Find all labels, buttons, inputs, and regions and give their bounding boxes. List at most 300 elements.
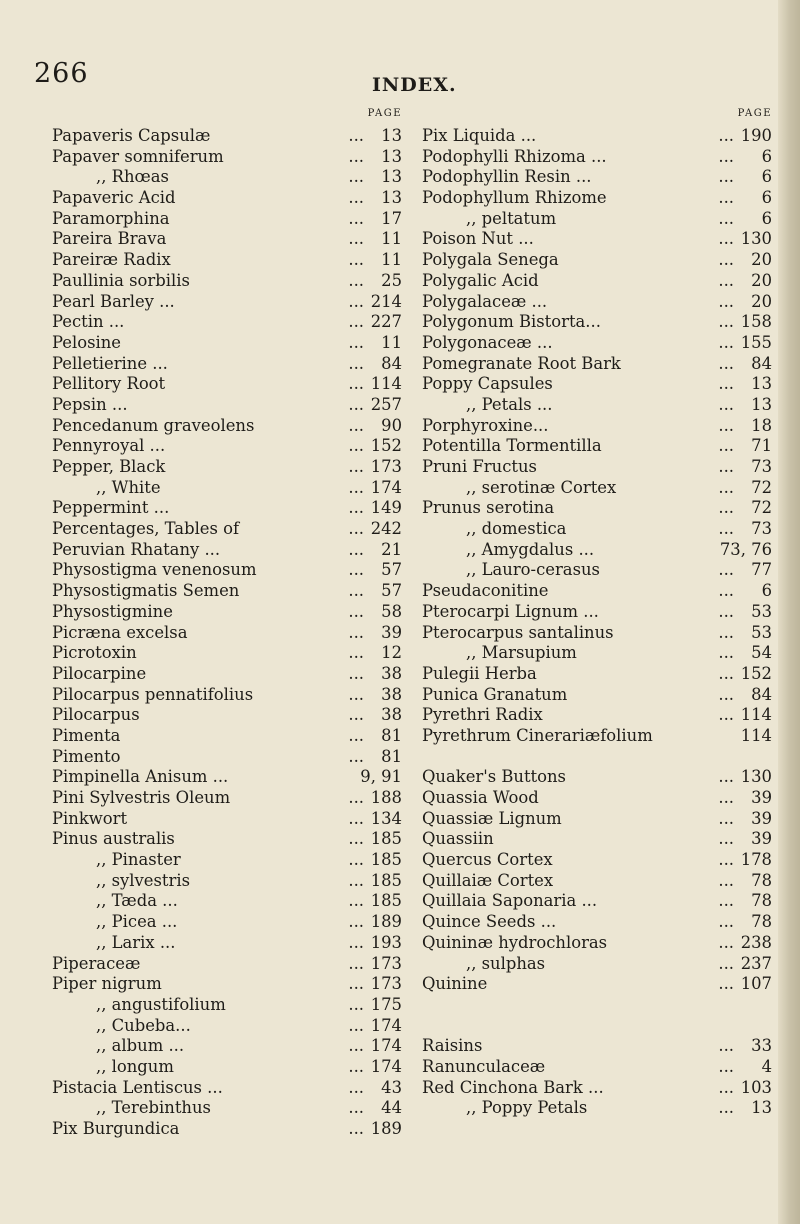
index-term: ,, Tæda ... (96, 891, 178, 911)
page-reference: 25 (381, 270, 402, 290)
section-gap (422, 1016, 774, 1037)
page-reference: 6 (761, 581, 772, 601)
leader-dots: ... (348, 332, 364, 352)
page-reference: 103 (740, 1077, 772, 1097)
index-entry (52, 292, 404, 313)
index-term: Raisins (422, 1036, 483, 1056)
index-term: Quince Seeds ... (422, 912, 557, 932)
index-term: Pimento (52, 746, 121, 766)
leader-dots: ... (718, 291, 734, 311)
index-term: ,, Cubeba... (96, 1015, 191, 1035)
page-reference: 12 (381, 643, 402, 663)
index-entry (52, 974, 404, 995)
leader-dots: ... (348, 891, 364, 911)
index-entry (52, 705, 404, 726)
leader-dots: ... (348, 746, 364, 766)
index-term: ,, longum (96, 1056, 174, 1076)
leader-dots: ... (348, 622, 364, 642)
leader-dots: ... (718, 415, 734, 435)
leader-dots: ... (718, 353, 734, 373)
page-reference: 6 (761, 167, 772, 187)
page-reference: 81 (381, 746, 402, 766)
index-term: ,, Poppy Petals (466, 1098, 588, 1118)
leader-dots: ... (718, 126, 734, 145)
leader-dots: ... (348, 539, 364, 559)
index-entry (52, 457, 404, 478)
index-entry (52, 312, 404, 333)
index-entry (422, 1036, 774, 1057)
leader-dots: ... (348, 1098, 364, 1118)
index-term: Polygalic Acid (422, 270, 539, 290)
index-entry (422, 974, 774, 995)
index-term: Quassiæ Lignum (422, 808, 562, 828)
page-reference: 21 (381, 539, 402, 559)
leader-dots: ... (348, 312, 364, 332)
leader-dots: ... (718, 229, 734, 249)
index-entry (422, 767, 774, 788)
leader-dots: ... (348, 1077, 364, 1097)
index-entry (422, 954, 774, 975)
leader-dots: ... (718, 270, 734, 290)
index-term: Piperaceæ (52, 953, 141, 973)
leader-dots: ... (348, 912, 364, 932)
index-entry (52, 333, 404, 354)
page-reference: 13 (381, 167, 402, 187)
index-entry (422, 1098, 774, 1119)
index-term: Pistacia Lentiscus ... (52, 1077, 223, 1097)
page-reference: 158 (740, 312, 772, 332)
index-term: Peppermint ... (52, 498, 170, 518)
leader-dots: ... (348, 208, 364, 228)
index-column-right (422, 108, 774, 1119)
index-term: Physostigmine (52, 601, 173, 621)
index-term: Poppy Capsules (422, 374, 553, 394)
index-entry (52, 436, 404, 457)
leader-dots: ... (348, 829, 364, 849)
index-term: Podophylli Rhizoma ... (422, 146, 607, 166)
index-entry (422, 436, 774, 457)
leader-dots: ... (718, 581, 734, 601)
page-reference: 4 (761, 1056, 772, 1076)
index-term: Red Cinchona Bark ... (422, 1077, 604, 1097)
index-entry (422, 829, 774, 850)
index-term: Pectin ... (52, 312, 125, 332)
index-term: Porphyroxine... (422, 415, 549, 435)
index-term: Quillaia Saponaria ... (422, 891, 598, 911)
leader-dots: ... (348, 477, 364, 497)
index-term: ,, angustifolium (96, 994, 226, 1014)
page-reference: 38 (381, 663, 402, 683)
index-term: Pareira Brava (52, 229, 167, 249)
index-entry (422, 167, 774, 188)
index-term: Polygalaceæ ... (422, 291, 548, 311)
page-reference: 114 (740, 725, 772, 745)
leader-dots: ... (718, 1036, 734, 1056)
leader-dots: ... (348, 291, 364, 311)
index-entry (52, 354, 404, 375)
page-reference: 237 (740, 953, 772, 973)
index-term: Pepsin ... (52, 394, 128, 414)
leader-dots: ... (348, 601, 364, 621)
leader-dots: ... (718, 477, 734, 497)
index-term: Pareiræ Radix (52, 250, 171, 270)
leader-dots: ... (718, 457, 734, 476)
index-entry (52, 1078, 404, 1099)
index-entry (52, 685, 404, 706)
index-entry (52, 747, 404, 768)
index-entry (52, 374, 404, 395)
index-entry (52, 933, 404, 954)
page-reference: 174 (370, 1015, 402, 1035)
leader-dots: ... (718, 829, 734, 849)
index-entry (52, 664, 404, 685)
leader-dots: ... (348, 643, 364, 663)
entry-list (52, 126, 404, 1140)
page-reference: 57 (381, 581, 402, 601)
leader-dots: ... (348, 870, 364, 890)
leader-dots: ... (718, 519, 734, 539)
leader-dots: ... (718, 394, 734, 414)
index-entry (52, 271, 404, 292)
page-reference: 39 (751, 808, 772, 828)
index-term: Quillaiæ Cortex (422, 870, 554, 890)
index-entry (52, 954, 404, 975)
index-entry (52, 726, 404, 747)
index-term: Paullinia sorbilis (52, 270, 190, 290)
page-reference: 73 (751, 457, 772, 476)
index-term: Pseudaconitine (422, 581, 549, 601)
page-reference: 193 (370, 932, 402, 952)
leader-dots: ... (348, 808, 364, 828)
index-entry (422, 271, 774, 292)
index-entry (52, 1057, 404, 1078)
leader-dots: ... (348, 974, 364, 994)
index-entry (52, 395, 404, 416)
running-head: INDEX. (372, 74, 457, 96)
index-entry (52, 891, 404, 912)
index-term: ,, album ... (96, 1036, 185, 1056)
leader-dots: ... (718, 1098, 734, 1118)
page-reference: 190 (740, 126, 772, 145)
page-reference: 38 (381, 705, 402, 725)
index-entry (422, 188, 774, 209)
leader-dots: ... (718, 312, 734, 332)
leader-dots: ... (348, 353, 364, 373)
leader-dots: ... (718, 705, 734, 725)
page-reference: 13 (381, 146, 402, 166)
index-term: Pepper, Black (52, 457, 166, 476)
page-reference: 173 (370, 953, 402, 973)
page-reference: 72 (751, 498, 772, 518)
index-column-left (52, 108, 404, 1140)
leader-dots: ... (718, 560, 734, 580)
leader-dots: ... (348, 229, 364, 249)
page-reference: 13 (751, 1098, 772, 1118)
index-entry (52, 519, 404, 540)
index-term: Quaker's Buttons (422, 767, 566, 787)
index-term: ,, Picea ... (96, 912, 178, 932)
page-reference: 185 (370, 870, 402, 890)
page-reference: 72 (751, 477, 772, 497)
page-reference: 152 (740, 663, 772, 683)
page-reference: 9, 91 (360, 767, 402, 787)
page-reference: 114 (740, 705, 772, 725)
page-reference: 214 (370, 291, 402, 311)
index-entry (422, 871, 774, 892)
index-term: ,, White (96, 477, 161, 497)
index-entry (422, 560, 774, 581)
page-reference: 18 (751, 415, 772, 435)
index-term: Percentages, Tables of (52, 519, 240, 539)
index-term: ,, Petals ... (466, 394, 553, 414)
page-reference: 53 (751, 622, 772, 642)
page-reference: 71 (751, 436, 772, 456)
index-entry (422, 229, 774, 250)
leader-dots: ... (718, 850, 734, 870)
index-entry (52, 498, 404, 519)
index-entry (52, 250, 404, 271)
index-term: Physostigmatis Semen (52, 581, 240, 601)
page-column-label: PAGE (737, 108, 772, 119)
index-entry (52, 829, 404, 850)
page-reference: 81 (381, 725, 402, 745)
index-term: Quercus Cortex (422, 850, 553, 870)
leader-dots: ... (718, 663, 734, 683)
index-entry (52, 871, 404, 892)
page-reference: 17 (381, 208, 402, 228)
index-term: Pix Burgundica (52, 1119, 180, 1138)
index-entry (52, 995, 404, 1016)
page-reference: 238 (740, 932, 772, 952)
leader-dots: ... (348, 1119, 364, 1138)
page-reference: 54 (751, 643, 772, 663)
index-entry (52, 209, 404, 230)
index-entry (422, 1078, 774, 1099)
index-term: Papaveris Capsulæ (52, 126, 211, 145)
index-entry (422, 354, 774, 375)
leader-dots: ... (348, 250, 364, 270)
leader-dots: ... (348, 581, 364, 601)
page-reference: 149 (370, 498, 402, 518)
leader-dots: ... (348, 850, 364, 870)
page-reference: 107 (740, 974, 772, 994)
page-edge-shadow (778, 0, 800, 1224)
page-reference: 13 (751, 394, 772, 414)
index-entry (52, 478, 404, 499)
leader-dots: ... (718, 622, 734, 642)
leader-dots: ... (348, 270, 364, 290)
index-term: Pyrethri Radix (422, 705, 543, 725)
leader-dots: ... (348, 126, 364, 145)
leader-dots: ... (718, 643, 734, 663)
index-entry (52, 1098, 404, 1119)
index-term: Potentilla Tormentilla (422, 436, 602, 456)
index-entry (422, 457, 774, 478)
page-reference: 11 (381, 229, 402, 249)
page-reference: 78 (751, 870, 772, 890)
page-reference: 189 (370, 1119, 402, 1138)
leader-dots: ... (718, 808, 734, 828)
page-reference: 189 (370, 912, 402, 932)
leader-dots: ... (718, 932, 734, 952)
index-term: Pencedanum graveolens (52, 415, 255, 435)
leader-dots: ... (348, 663, 364, 683)
index-entry (422, 498, 774, 519)
index-term: Pelletierine ... (52, 353, 168, 373)
page-reference: 185 (370, 829, 402, 849)
page-reference: 84 (381, 353, 402, 373)
index-term: ,, Lauro-cerasus (466, 560, 600, 580)
index-term: Punica Granatum (422, 684, 568, 704)
leader-dots: ... (348, 1015, 364, 1035)
index-entry (422, 912, 774, 933)
section-gap (422, 995, 774, 1016)
index-entry (52, 912, 404, 933)
leader-dots: ... (348, 498, 364, 518)
index-term: Pimenta (52, 725, 121, 745)
index-term: Pearl Barley ... (52, 291, 175, 311)
page-reference: 175 (370, 994, 402, 1014)
index-term: Pilocarpus pennatifolius (52, 684, 254, 704)
index-entry (52, 809, 404, 830)
page-reference: 53 (751, 601, 772, 621)
index-term: ,, sylvestris (96, 870, 190, 890)
page-reference: 188 (370, 788, 402, 807)
page-reference: 39 (751, 829, 772, 849)
index-term: Picræna excelsa (52, 622, 188, 642)
index-term: Pilocarpus (52, 705, 140, 725)
index-term: Pulegii Herba (422, 663, 537, 683)
leader-dots: ... (348, 1056, 364, 1076)
leader-dots: ... (718, 1056, 734, 1076)
page-column-label: PAGE (367, 108, 402, 119)
leader-dots: ... (348, 415, 364, 435)
index-entry (422, 602, 774, 623)
index-entry (422, 292, 774, 313)
index-entry (422, 664, 774, 685)
index-term: Pterocarpi Lignum ... (422, 601, 599, 621)
index-entry (422, 312, 774, 333)
index-term: Pterocarpus santalinus (422, 622, 614, 642)
page-reference: 13 (381, 126, 402, 145)
leader-dots: ... (348, 188, 364, 208)
leader-dots: ... (348, 457, 364, 476)
index-term: Paramorphina (52, 208, 170, 228)
index-term: Papaveric Acid (52, 188, 176, 208)
index-term: Pomegranate Root Bark (422, 353, 621, 373)
page-reference: 58 (381, 601, 402, 621)
leader-dots: ... (348, 167, 364, 187)
page-reference: 39 (381, 622, 402, 642)
index-term: Peruvian Rhatany ... (52, 539, 221, 559)
page-reference: 174 (370, 1056, 402, 1076)
index-entry (422, 891, 774, 912)
page-reference: 77 (751, 560, 772, 580)
index-entry (422, 540, 774, 561)
leader-dots: ... (718, 374, 734, 394)
index-term: Pelosine (52, 332, 122, 352)
index-entry (52, 167, 404, 188)
page-reference: 6 (761, 188, 772, 208)
index-term: Pellitory Root (52, 374, 166, 394)
leader-dots: ... (348, 684, 364, 704)
leader-dots: ... (348, 725, 364, 745)
page-reference: 6 (761, 208, 772, 228)
page-reference: 73 (751, 519, 772, 539)
leader-dots: ... (718, 208, 734, 228)
entry-list (422, 126, 774, 1119)
index-entry (422, 933, 774, 954)
leader-dots: ... (718, 146, 734, 166)
leader-dots: ... (348, 1036, 364, 1056)
leader-dots: ... (348, 146, 364, 166)
section-gap (422, 747, 774, 768)
leader-dots: ... (348, 705, 364, 725)
leader-dots: ... (718, 891, 734, 911)
page-reference: 90 (381, 415, 402, 435)
page-reference: 178 (740, 850, 772, 870)
index-entry (422, 519, 774, 540)
index-entry (422, 374, 774, 395)
page-reference: 11 (381, 332, 402, 352)
index-entry (52, 126, 404, 147)
index-term: ,, domestica (466, 519, 567, 539)
index-term: ,, sulphas (466, 953, 546, 973)
leader-dots: ... (348, 560, 364, 580)
index-entry (52, 188, 404, 209)
index-term: Polygonum Bistorta... (422, 312, 601, 332)
page-reference: 257 (370, 394, 402, 414)
index-entry (52, 147, 404, 168)
index-entry (422, 250, 774, 271)
page-reference: 13 (381, 188, 402, 208)
index-term: ,, Larix ... (96, 932, 176, 952)
index-entry (52, 1036, 404, 1057)
index-entry (422, 685, 774, 706)
index-term: Quassia Wood (422, 788, 539, 807)
index-term: Prunus serotina (422, 498, 555, 518)
index-entry (422, 623, 774, 644)
leader-dots: ... (718, 250, 734, 270)
index-entry (422, 416, 774, 437)
page-reference: 130 (740, 229, 772, 249)
index-entry (422, 705, 774, 726)
index-term: ,, Terebinthus (96, 1098, 211, 1118)
index-entry (422, 478, 774, 499)
index-entry (52, 623, 404, 644)
page-reference: 173 (370, 974, 402, 994)
index-entry (52, 850, 404, 871)
index-term: Podophyllin Resin ... (422, 167, 592, 187)
leader-dots: ... (718, 953, 734, 973)
index-entry (52, 602, 404, 623)
page-reference: 227 (370, 312, 402, 332)
page-reference: 6 (761, 146, 772, 166)
index-term: Polygonaceæ ... (422, 332, 553, 352)
page-reference: 78 (751, 891, 772, 911)
index-entry (52, 229, 404, 250)
leader-dots: ... (348, 394, 364, 414)
index-term: Piper nigrum (52, 974, 162, 994)
index-entry (52, 643, 404, 664)
index-term: ,, Pinaster (96, 850, 181, 870)
page-reference: 130 (740, 767, 772, 787)
leader-dots: ... (718, 188, 734, 208)
page-reference: 84 (751, 353, 772, 373)
leader-dots: ... (348, 932, 364, 952)
leader-dots: ... (718, 167, 734, 187)
index-term: ,, serotinæ Cortex (466, 477, 617, 497)
